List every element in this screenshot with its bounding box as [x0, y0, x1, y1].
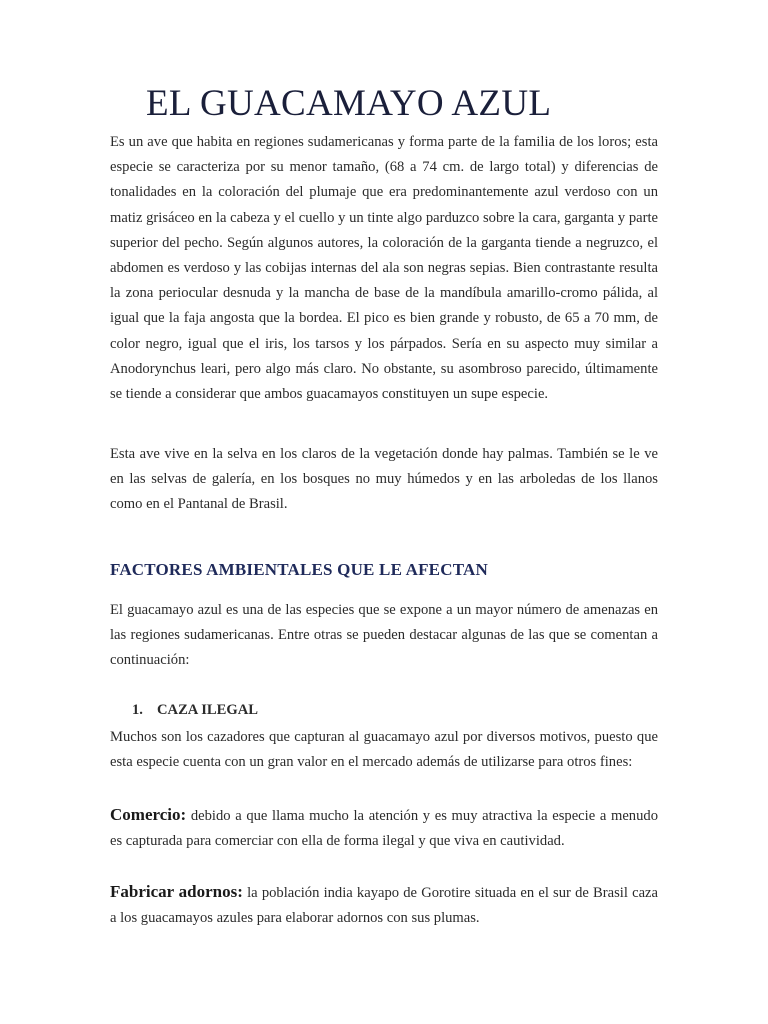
- adornos-lead: Fabricar adornos:: [110, 882, 243, 901]
- list-item-label: CAZA ILEGAL: [157, 702, 258, 718]
- list-item-number: 1.: [132, 702, 143, 718]
- list-item-caza-ilegal: [132, 702, 258, 719]
- paragraph-habitat: Esta ave vive en la selva en los claros de la vegetación donde hay palmas. También se le ve en las selvas de galería, en los bosques no muy húmedos y en las arboledas de los llanos como en el Pantanal de Brasil.: [110, 446, 658, 513]
- paragraph-comercio: [110, 802, 658, 854]
- section-heading: FACTORES AMBIENTALES QUE LE AFECTAN: [110, 560, 488, 579]
- document-title: EL GUACAMAYO AZUL: [146, 83, 552, 124]
- paragraph-threats-intro: El guacamayo azul es una de las especies que se expone a un mayor número de amenazas en las regiones sudamericanas. Entre otras se pueden destacar algunas de las que se comentan a continuación:: [110, 602, 658, 669]
- paragraph-description: Es un ave que habita en regiones sudamericanas y forma parte de la familia de los loros; esta especie se caracteriza por su menor tamaño, (68 a 74 cm. de largo total) y diferencias de tonalidades en la coloración del plumaje que era predominantemente azul verdoso con un matiz grisáceo en la cabeza y el cuello y un tinte algo parduzco sobre la cara, garganta y parte superior del pecho. Según algunos autores, la coloración de la garganta tiende a negruzco, el abdomen es verdoso y las cobijas internas del ala son negras sepias. Bien contrastante resulta la zona periocular desnuda y la mancha de base de la mandíbula amarillo-cromo pálida, al igual que la faja angosta que la bordea. El pico es bien grande y robusto, de 65 a 70 mm, de color negro, igual que el iris, los tarsos y los párpados. Sería en su aspecto muy similar a Anodorynchus leari, pero algo más claro. No obstante, su asombroso parecido, últimamente se tiende a considerar que ambos guacamayos constituyen un supe especie.: [110, 134, 658, 403]
- paragraph-hunting: Muchos son los cazadores que capturan al guacamayo azul por diversos motivos, puesto que esta especie cuenta con un gran valor en el mercado además de utilizarse para otros fines:: [110, 729, 658, 771]
- adornos-text: la población india kayapo de Gorotire situada en el sur de Brasil caza a los guacamayos azules para elaborar adornos con sus plumas.: [110, 885, 658, 927]
- comercio-text: debido a que llama mucho la atención y es muy atractiva la especie a menudo es capturada para comerciar con ella de forma ilegal y que viva en cautividad.: [110, 808, 658, 850]
- paragraph-adornos: [110, 879, 658, 931]
- comercio-lead: Comercio:: [110, 805, 187, 824]
